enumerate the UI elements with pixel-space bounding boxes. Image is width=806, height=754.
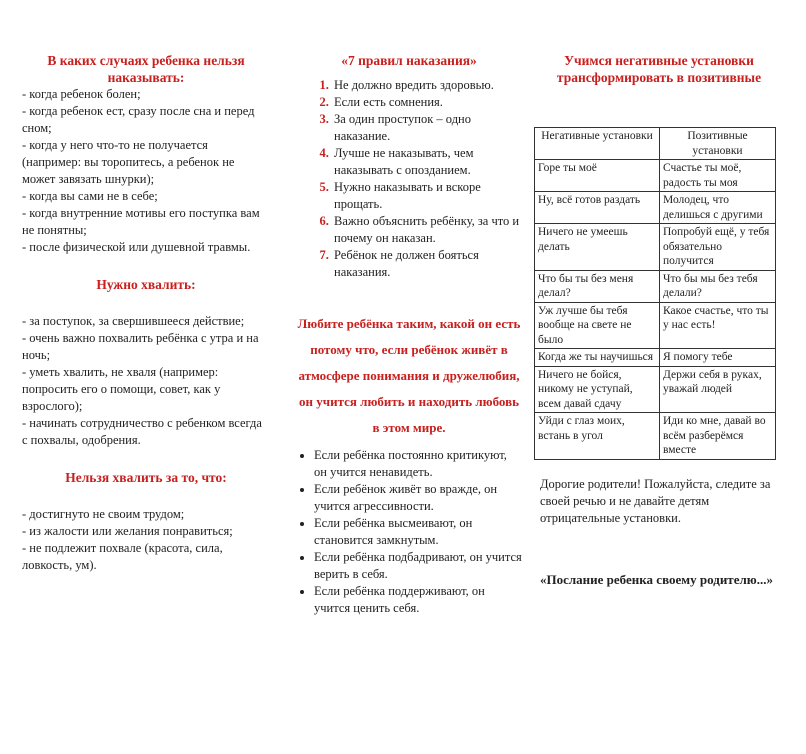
spacer	[22, 293, 270, 313]
list-item: - начинать сотрудничество с ребенком всегда с похвалы, одобрения.	[22, 416, 262, 447]
rules-list	[296, 77, 522, 281]
list-item: - после физической или душевной травмы.	[22, 240, 251, 254]
list-item: • Если ребёнка постоянно критикуют, он учится ненавидеть.	[314, 447, 522, 481]
table-row	[535, 224, 776, 271]
rule-item: 7. Ребёнок не должен бояться наказания.	[332, 247, 522, 281]
table-row	[535, 302, 776, 349]
spacer	[22, 449, 270, 469]
table-cell: Какое счастье, что ты у нас есть!	[660, 302, 776, 349]
list-item: - очень важно похвалить ребёнка с утра и на ночь;	[22, 331, 259, 362]
list-item: • Если ребёнок живёт во вражде, он учится агрессивности.	[314, 481, 522, 515]
spacer	[22, 486, 270, 506]
child-message-heading: «Послание ребенка своему родителю...»	[540, 572, 773, 587]
column-header: Позитивные установки	[660, 128, 776, 160]
rule-item: 6. Важно объяснить ребёнку, за что и почему он наказан.	[332, 213, 522, 247]
table-cell: Что бы мы без тебя делали?	[660, 270, 776, 302]
column-rules	[296, 52, 522, 617]
praise-title: Нужно хвалить:	[96, 277, 196, 292]
rule-item: 3. За один проступок – одно наказание.	[332, 111, 522, 145]
table-cell: Держи себя в руках, уважай людей	[660, 366, 776, 413]
attitudes-table	[534, 127, 776, 460]
column-punishment-praise	[22, 52, 270, 574]
table-cell: Молодец, что делишься с другими	[660, 192, 776, 224]
list-item: • Если ребёнка высмеивают, он становится замкнутым.	[314, 515, 522, 549]
no-praise-title: Нельзя хвалить за то, что:	[65, 470, 227, 485]
table-cell: Когда же ты научишься	[535, 349, 660, 367]
list-item: - когда у него что-то не получается (например: вы торопитесь, а ребенок не может завязать шнурки);	[22, 138, 235, 186]
rules-title: «7 правил наказания»	[341, 53, 477, 68]
list-item: - уметь хвалить, не хваля (например: попросить его о помощи, совет, как у взрослого);	[22, 365, 221, 413]
no-punish-title: В каких случаях ребенка нельзя наказывать:	[47, 53, 245, 85]
list-item: - за поступок, за свершившееся действие;	[22, 314, 245, 328]
table-cell: Горе ты моё	[535, 160, 660, 192]
table-row	[535, 160, 776, 192]
praise-list	[22, 313, 270, 449]
table-cell: Уйди с глаз моих, встань в угол	[535, 413, 660, 460]
rule-item: 1. Не должно вредить здоровью.	[332, 77, 522, 94]
no-punish-list	[22, 86, 270, 256]
table-row	[535, 366, 776, 413]
list-item: - когда ребенок ест, сразу после сна и перед сном;	[22, 104, 255, 135]
table-cell: Попробуй ещё, у тебя обязательно получится	[660, 224, 776, 271]
table-row	[535, 413, 776, 460]
table-cell: Счастье ты моё, радость ты моя	[660, 160, 776, 192]
list-item: - из жалости или желания понравиться;	[22, 524, 233, 538]
table-header-row	[535, 128, 776, 160]
table-cell: Я помогу тебе	[660, 349, 776, 367]
table-cell: Иди ко мне, давай во всём разберёмся вместе	[660, 413, 776, 460]
list-item: - когда ребенок болен;	[22, 87, 141, 101]
table-cell: Что бы ты без меня делал?	[535, 270, 660, 302]
list-item: • Если ребёнка подбадривают, он учится верить в себя.	[314, 549, 522, 583]
table-row	[535, 192, 776, 224]
table-cell: Уж лучше бы тебя вообще на свете не было	[535, 302, 660, 349]
child-learns-list	[296, 447, 522, 617]
no-praise-list	[22, 506, 270, 574]
table-cell: Ну, всё готов раздать	[535, 192, 660, 224]
rule-item: 4. Лучше не наказывать, чем наказывать с опозданием.	[332, 145, 522, 179]
parents-note: Дорогие родители! Пожалуйста, следите за своей речью и не давайте детям отрицательные установки.	[540, 476, 771, 525]
table-row	[535, 270, 776, 302]
list-item: - не подлежит похвале (красота, сила, ловкость, ум).	[22, 541, 223, 572]
column-header: Негативные установки	[535, 128, 660, 160]
attitudes-title: Учимся негативные установки трансформировать в позитивные	[556, 53, 762, 85]
table-row	[535, 349, 776, 367]
list-item: - когда вы сами не в себе;	[22, 189, 158, 203]
list-item: - когда внутренние мотивы его поступка вам не понятны;	[22, 206, 260, 237]
list-item: • Если ребёнка поддерживают, он учится ценить себя.	[314, 583, 522, 617]
table-cell: Ничего не бойся, никому не уступай, всем давай сдачу	[535, 366, 660, 413]
rule-item: 2. Если есть сомнения.	[332, 94, 522, 111]
spacer	[22, 256, 270, 276]
table-cell: Ничего не умеешь делать	[535, 224, 660, 271]
list-item: - достигнуто не своим трудом;	[22, 507, 185, 521]
love-statement: Любите ребёнка таким, какой он есть потому что, если ребёнок живёт в атмосфере понимания и дружелюбия, он учится любить и находить любовь в этом мире.	[297, 316, 521, 435]
rule-item: 5. Нужно наказывать и вскоре прощать.	[332, 179, 522, 213]
column-attitudes	[534, 52, 784, 527]
